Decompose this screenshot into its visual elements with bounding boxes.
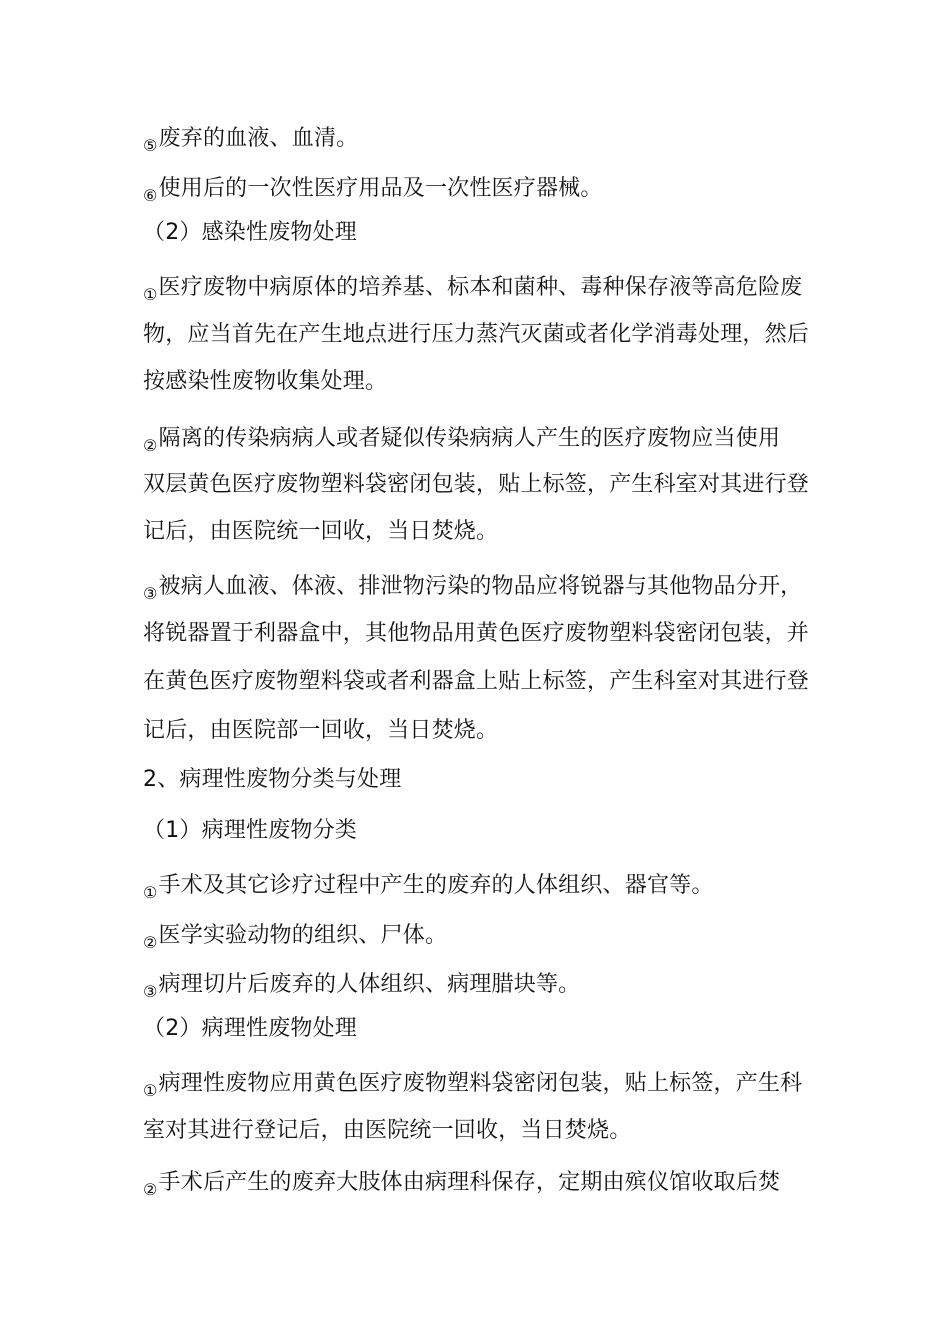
paragraph-line: 隔离的传染病病人或者疑似传染病病人产生的医疗废物应当使用 [158, 426, 781, 451]
paragraph-continuation [143, 517, 823, 547]
item-marker: ② [143, 436, 158, 455]
section-heading [143, 218, 823, 248]
list-item [143, 273, 823, 310]
paragraph-line: 手术后产生的废弃大肢体由病理科保存，定期由殡仪馆收取后焚 [158, 1170, 781, 1195]
item-marker: ③ [143, 584, 158, 603]
section-heading [143, 765, 823, 795]
item-marker: ③ [143, 982, 158, 1001]
paragraph-line: 双层黄色医疗废物塑料袋密闭包装，贴上标签，产生科室对其进行登 [143, 472, 810, 497]
item-marker: ① [143, 883, 158, 902]
item-marker: ① [143, 1081, 158, 1100]
paragraph-line: 室对其进行登记后，由医院统一回收，当日焚烧。 [143, 1118, 632, 1143]
heading-text: （1）病理性废物分类 [143, 818, 357, 843]
paragraph-line: 被病人血液、体液、排泄物污染的物品应将锐器与其他物品分开， [158, 574, 803, 599]
paragraph-line: 医疗废物中病原体的培养基、标本和菌种、毒种保存液等高危险废 [158, 275, 803, 300]
heading-text: （2）感染性废物处理 [143, 220, 357, 245]
section-heading [143, 816, 823, 846]
paragraph-line: 手术及其它诊疗过程中产生的废弃的人体组织、器官等。 [158, 873, 714, 898]
paragraph-line: 废弃的血液、血清。 [158, 126, 359, 151]
list-item [143, 124, 823, 161]
paragraph-continuation [143, 367, 823, 397]
paragraph-line: 医学实验动物的组织、尸体。 [158, 923, 448, 948]
paragraph-line: 使用后的一次性医疗用品及一次性医疗器械。 [158, 176, 603, 201]
paragraph-line: 将锐器置于利器盒中，其他物品用黄色医疗废物塑料袋密闭包装，并 [143, 621, 810, 646]
item-marker: ② [143, 1180, 158, 1199]
heading-text: （2）病理性废物处理 [143, 1016, 357, 1041]
heading-text: 2、病理性废物分类与处理 [143, 767, 402, 792]
list-item [143, 572, 823, 609]
paragraph-continuation [143, 619, 823, 649]
list-item [143, 424, 823, 461]
paragraph-line: 病理性废物应用黄色医疗废物塑料袋密闭包装，贴上标签，产生科 [158, 1071, 803, 1096]
paragraph-continuation [143, 470, 823, 500]
list-item [143, 871, 823, 908]
list-item [143, 1069, 823, 1106]
paragraph-continuation [143, 1116, 823, 1146]
item-marker: ② [143, 933, 158, 952]
paragraph-line: 在黄色医疗废物塑料袋或者利器盒上贴上标签，产生科室对其进行登 [143, 669, 810, 694]
paragraph-continuation [143, 716, 823, 746]
list-item [143, 921, 823, 958]
item-marker: ⑥ [143, 186, 158, 205]
section-heading [143, 1014, 823, 1044]
paragraph-line: 记后，由医院统一回收，当日焚烧。 [143, 519, 499, 544]
item-marker: ⑤ [143, 136, 158, 155]
item-marker: ① [143, 285, 158, 304]
list-item [143, 1168, 823, 1205]
paragraph-line: 病理切片后废弃的人体组织、病理腊块等。 [158, 972, 581, 997]
paragraph-line: 按感染性废物收集处理。 [143, 369, 388, 394]
list-item [143, 970, 823, 1007]
paragraph-line: 物，应当首先在产生地点进行压力蒸汽灭菌或者化学消毒处理，然后 [143, 322, 810, 347]
paragraph-continuation [143, 667, 823, 697]
paragraph-continuation [143, 320, 823, 350]
paragraph-line: 记后，由医院部一回收，当日焚烧。 [143, 718, 499, 743]
list-item [143, 174, 823, 211]
